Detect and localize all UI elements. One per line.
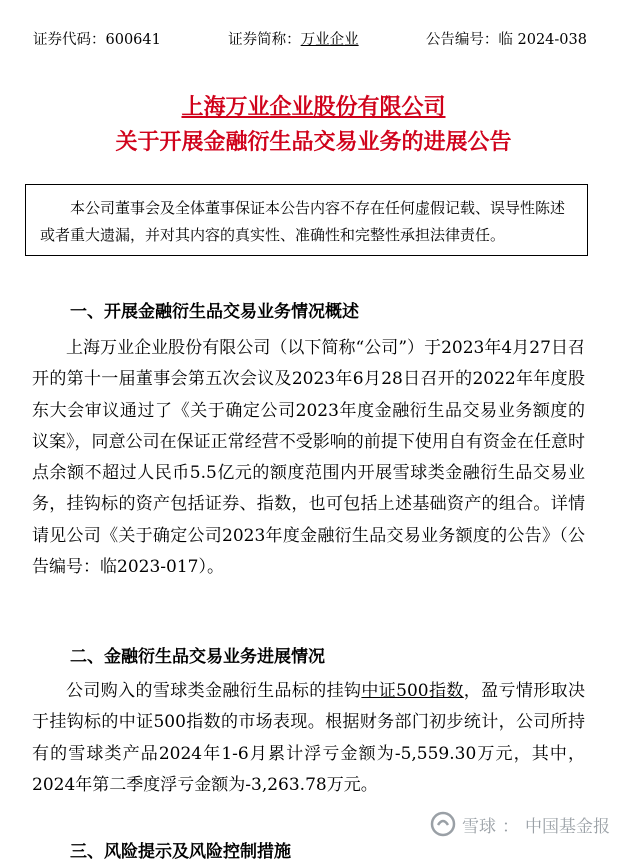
announcement-header bbox=[33, 27, 587, 49]
watermark: 雪球 ： 中国基金报 bbox=[430, 811, 610, 837]
section-3-heading: 三、风险提示及风险控制措施 bbox=[70, 842, 291, 862]
section-2-heading: 二、金融衍生品交易业务进展情况 bbox=[70, 647, 325, 667]
watermark-brand: 雪球 bbox=[462, 816, 496, 837]
board-guarantee-notice: 本公司董事会及全体董事保证本公告内容不存在任何虚假记载、误导性陈述或者重大遗漏，并对其内容的真实性、准确性和完整性承担法律责任。 bbox=[25, 184, 588, 256]
snowball-logo-icon bbox=[430, 811, 456, 837]
notice-number: 公告编号：临 2024-038 bbox=[425, 31, 587, 48]
section-2-body: 公司购入的雪球类金融衍生品标的挂钩中证500指数，盈亏情形取决于挂钩标的中证500指数的市场表现。根据财务部门初步统计，公司所持有的雪球类产品2024年1-6月累计浮亏金额为-5,559.30万元，其中，2024年第二季度浮亏金额为-3,263.78万元。 bbox=[32, 681, 586, 795]
section-1-body: 上海万业企业股份有限公司（以下简称“公司”）于2023年4月27日召开的第十一届董事会第五次会议及2023年6月28日召开的2022年年度股东大会审议通过了《关于确定公司2023年度金融衍生品交易业务额度的议案》，同意公司在保证正常经营不受影响的前提下使用自有资金在任意时点余额不超过人民币5.5亿元的额度范围内开展雪球类金融衍生品交易业务，挂钩标的资产包括证券、指数，也可包括上述基础资产的组合。详情请见公司《关于确定公司2023年度金融衍生品交易业务额度的公告》（公告编号：临2023-017）。 bbox=[32, 338, 585, 578]
company-title: 上海万业企业股份有限公司 bbox=[181, 95, 446, 120]
section-1-heading: 一、开展金融衍生品交易业务情况概述 bbox=[70, 302, 359, 322]
stock-code: 证券代码：600641 bbox=[33, 31, 161, 48]
announcement-title: 关于开展金融衍生品交易业务的进展公告 bbox=[115, 130, 512, 155]
index-link-text: 中证500指数 bbox=[361, 681, 464, 701]
watermark-source: 中国基金报 bbox=[525, 816, 610, 837]
stock-abbreviation: 证券简称：万业企业 bbox=[228, 31, 359, 48]
